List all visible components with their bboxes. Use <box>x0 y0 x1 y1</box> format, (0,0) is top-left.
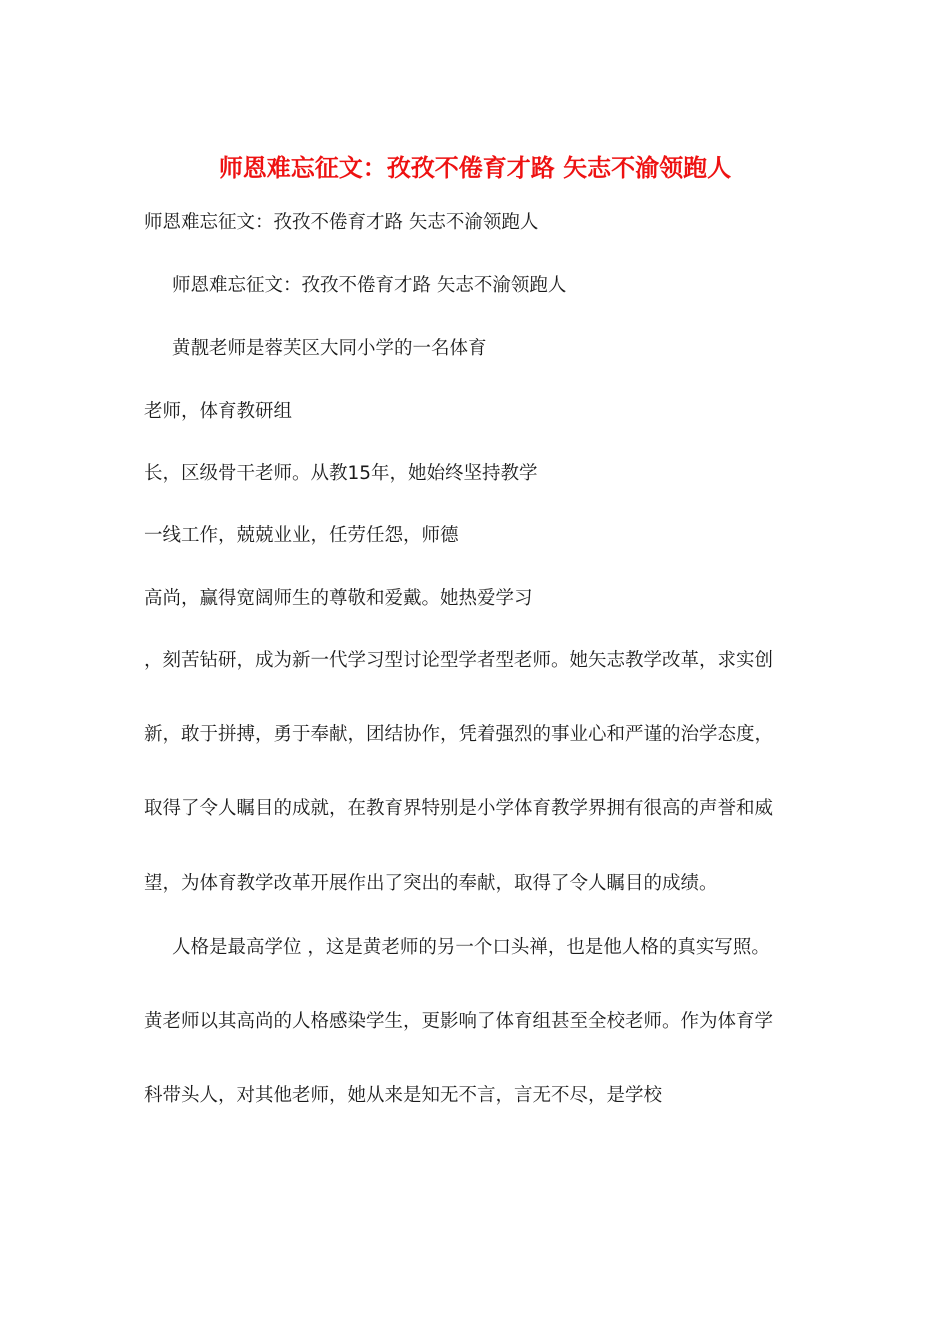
text-line-11: 望，为体育教学改革开展作出了突出的奉献，取得了令人瞩目的成绩。 <box>144 873 718 894</box>
text-line-7: 高尚，赢得宽阔师生的尊敬和爱戴。她热爱学习 <box>144 588 533 609</box>
text-line-12: 人格是最高学位 ，这是黄老师的另一个口头禅，也是他人格的真实写照。 <box>172 937 770 958</box>
text-line-6: 一线工作，兢兢业业，任劳任怨，师德 <box>144 525 459 546</box>
document-title: 师恩难忘征文：孜孜不倦育才路 矢志不渝领跑人 <box>218 153 732 182</box>
text-line-1: 师恩难忘征文：孜孜不倦育才路 矢志不渝领跑人 <box>144 212 539 233</box>
text-line-9: 新，敢于拼搏，勇于奉献，团结协作，凭着强烈的事业心和严谨的治学态度， <box>144 724 774 745</box>
text-line-13: 黄老师以其高尚的人格感染学生，更影响了体育组甚至全校老师。作为体育学 <box>144 1011 774 1032</box>
text-line-3: 黄靓老师是蓉芙区大同小学的一名体育 <box>172 338 487 359</box>
text-line-5: 长，区级骨干老师。从教15年，她始终坚持教学 <box>144 463 538 484</box>
text-line-10: 取得了令人瞩目的成就，在教育界特别是小学体育教学界拥有很高的声誉和威 <box>144 798 774 819</box>
text-line-4: 老师，体育教研组 <box>144 401 293 422</box>
text-line-8: ，刻苦钻研，成为新一代学习型讨论型学者型老师。她矢志教学改革，求实创 <box>144 650 774 671</box>
text-line-2: 师恩难忘征文：孜孜不倦育才路 矢志不渝领跑人 <box>172 275 567 296</box>
text-line-14: 科带头人，对其他老师，她从来是知无不言，言无不尽，是学校 <box>144 1085 663 1106</box>
